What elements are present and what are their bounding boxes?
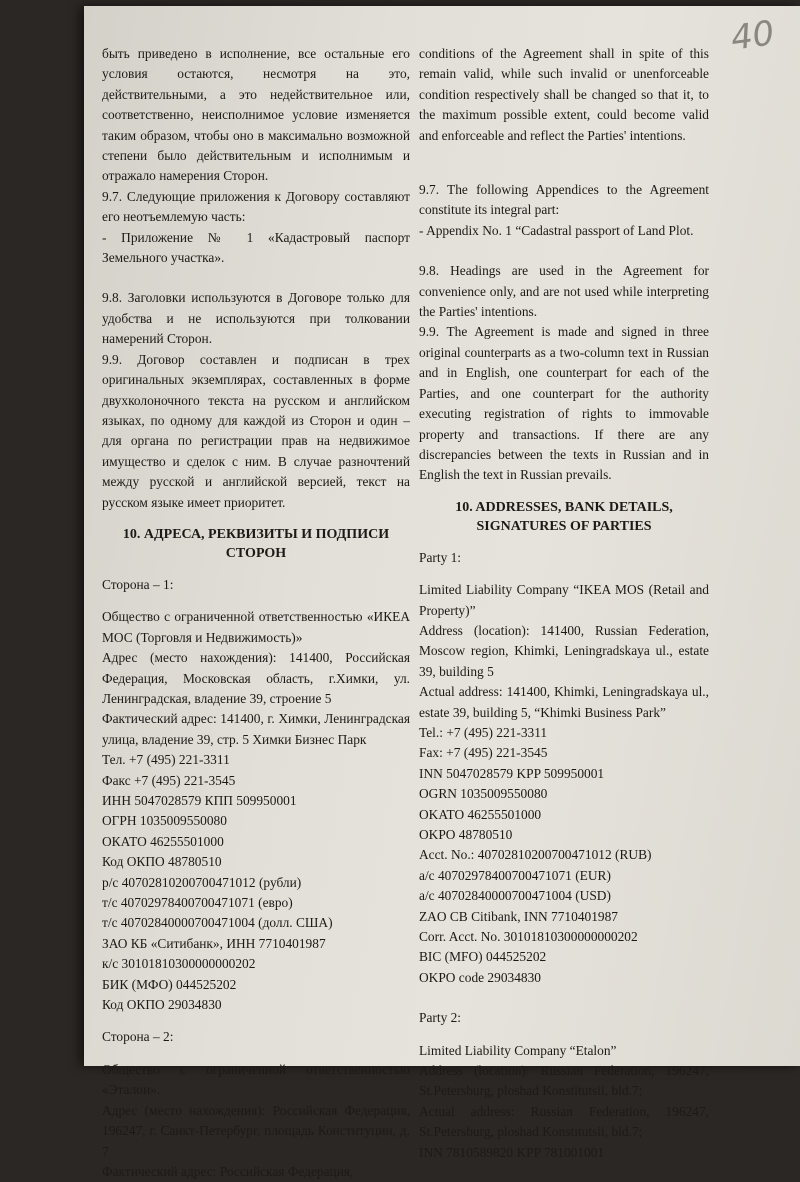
party-1-details-ru bbox=[102, 607, 410, 1015]
document-page bbox=[84, 6, 800, 1179]
party-1-line-en: a/c 40702840000700471004 (USD) bbox=[419, 888, 611, 904]
party-1-line-en: OKPO code 29034830 bbox=[419, 969, 541, 985]
party-1-line-en: INN 5047028579 KPP 509950001 bbox=[419, 765, 605, 781]
russian-column bbox=[102, 44, 410, 1182]
party-1-line-ru: ОКАТО 46255501000 bbox=[102, 833, 224, 849]
party-1-line-ru: Общество с ограниченной ответственностью «ИКЕА МОС (Торговля и Недвижимость)» bbox=[102, 609, 410, 645]
party-1-line-ru: Код ОКПО 29034830 bbox=[102, 997, 222, 1013]
party-1-line-en: Corr. Acct. No. 30101810300000000202 bbox=[419, 929, 638, 945]
party-1-line-ru: ИНН 5047028579 КПП 509950001 bbox=[102, 793, 297, 808]
party-1-label-ru: Сторона – 1: bbox=[102, 576, 174, 592]
english-column bbox=[419, 44, 709, 1163]
party-1-label-en: Party 1: bbox=[419, 549, 462, 565]
party-1-line-ru: Фактический адрес: 141400, г. Химки, Ленинградская улица, владение 39, стр. 5 Химки Бизнес Парк bbox=[102, 711, 410, 747]
party-1-line-en: BIC (MFO) 044525202 bbox=[419, 949, 547, 965]
party-1-line-ru: БИК (МФО) 044525202 bbox=[102, 976, 237, 992]
party-1-line-en: OGRN 1035009550080 bbox=[419, 786, 548, 802]
clause-9-9-ru: 9.9. Договор составлен и подписан в трех оригинальных экземплярах, составленных в форме двухколоночного текста на русском и английском языках, по одному для каждой из Сторон и один – для органа по регистрации прав на недвижимое имущество и сделок с ним. В случае разночтений между русской и английской версией, текст на русском языке имеет приоритет. bbox=[102, 351, 410, 510]
party-1-line-ru: ОГРН 1035009550080 bbox=[102, 813, 227, 829]
party-2-line-en: Address (location): Russian Federation, 196247, St.Petersburg, ploshad Konstitutsii, bld.7; bbox=[419, 1063, 709, 1099]
party-1-line-en: Fax: +7 (495) 221-3545 bbox=[419, 745, 548, 761]
clause-9-9-en: 9.9. The Agreement is made and signed in three original counterparts as a two-column text in Russian and in English, one counterpart for each of the Parties, and one counterpart for the authority executing registration of rights to immovable property and transactions. If there are any discrepancies between the texts in Russian and in English the text in Russian prevails. bbox=[419, 324, 709, 483]
party-1-line-ru: к/с 30101810300000000202 bbox=[102, 956, 256, 972]
party-1-line-en: Acct. No.: 40702810200700471012 (RUB) bbox=[419, 847, 652, 863]
section-10-heading-en: 10. ADDRESSES, BANK DETAILS, SIGNATURES OF PARTIES bbox=[455, 499, 673, 534]
party-2-line-en: Actual address: Russian Federation, 196247, St.Petersburg, ploshad Konstitutsii, bld.7; bbox=[419, 1103, 709, 1140]
party-2-label-en: Party 2: bbox=[419, 1010, 462, 1026]
clause-9-6-continued-ru: быть приведено в исполнение, все остальные его условия остаются, несмотря на это, действительными, а это недействительное или, соответственно, неисполнимое условие изменяется таким образом, чтобы оно в максимально возможной степени было действительным и исполнимым и отражало намерения Сторон. bbox=[102, 46, 410, 184]
party-2-details-en bbox=[419, 1041, 709, 1163]
party-1-line-ru: Тел. +7 (495) 221-3311 bbox=[102, 752, 230, 768]
party-2-details-ru bbox=[102, 1060, 410, 1182]
section-10-heading-ru: 10. АДРЕСА, РЕКВИЗИТЫ И ПОДПИСИ СТОРОН bbox=[122, 526, 390, 561]
party-1-line-ru: т/с 40702978400700471071 (евро) bbox=[102, 895, 293, 911]
party-1-details-en bbox=[419, 580, 709, 988]
party-1-line-en: Tel.: +7 (495) 221-3311 bbox=[419, 724, 548, 740]
party-1-line-en: Address (location): 141400, Russian Federation, Moscow region, Khimki, Leningradskaya ul., estate 39, building 5 bbox=[419, 622, 709, 679]
clause-9-7-en: 9.7. The following Appendices to the Agreement constitute its integral part: bbox=[419, 182, 709, 218]
clause-9-7-ru: 9.7. Следующие приложения к Договору составляют его неотъемлемую часть: bbox=[102, 188, 410, 225]
clause-9-6-continued-en: conditions of the Agreement shall in spite of this remain valid, while such invalid or unenforceable condition respectively shall be changed so that it, to the maximum possible extent, could become valid and enforceable and reflect the Parties' intentions. bbox=[419, 46, 709, 143]
page-number: 40 bbox=[728, 13, 777, 59]
clause-9-8-ru: 9.8. Заголовки используются в Договоре только для удобства и не используются при толковании намерений Сторон. bbox=[102, 290, 410, 347]
party-2-line-ru: Адрес (место нахождения): Российская Федерация, 196247, г. Санкт-Петербург, площадь Конституции, д. 7 bbox=[102, 1102, 410, 1159]
party-1-line-en: OKPO 48780510 bbox=[419, 827, 513, 842]
party-2-line-en: Limited Liability Company “Etalon” bbox=[419, 1042, 617, 1058]
party-1-line-ru: Адрес (место нахождения): 141400, Российская Федерация, Московская область, г.Химки, ул. Ленинградская, владение 39, строение 5 bbox=[102, 650, 410, 706]
party-1-line-ru: т/с 40702840000700471004 (долл. США) bbox=[102, 915, 333, 931]
party-1-line-en: Actual address: 141400, Khimki, Leningradskaya ul., estate 39, building 5, “Khimki Business Park” bbox=[419, 684, 709, 720]
appendix-1-ru: - Приложение № 1 «Кадастровый паспорт Земельного участка». bbox=[102, 229, 410, 266]
party-2-line-ru: Фактический адрес: Российская Федерация, bbox=[102, 1163, 354, 1179]
party-1-line-en: ZAO CB Citibank, INN 7710401987 bbox=[419, 908, 618, 924]
clause-9-8-en: 9.8. Headings are used in the Agreement for convenience only, and are not used while interpreting the Parties' intentions. bbox=[419, 263, 709, 320]
party-1-line-ru: Факс +7 (495) 221-3545 bbox=[102, 772, 236, 788]
party-1-line-en: a/c 40702978400700471071 (EUR) bbox=[419, 867, 611, 883]
appendix-1-en: - Appendix No. 1 “Cadastral passport of Land Plot. bbox=[419, 222, 694, 238]
party-2-line-ru: Общество с ограниченной ответственностью «Эталон». bbox=[102, 1061, 410, 1098]
party-2-label-ru: Сторона – 2: bbox=[102, 1029, 174, 1045]
party-1-line-en: OKATO 46255501000 bbox=[419, 806, 542, 822]
party-1-line-ru: ЗАО КБ «Ситибанк», ИНН 7710401987 bbox=[102, 935, 326, 951]
party-1-line-ru: р/с 40702810200700471012 (рубли) bbox=[102, 874, 302, 890]
party-1-line-ru: Код ОКПО 48780510 bbox=[102, 854, 222, 870]
party-2-line-en: INN 7810589820 KPP 781001001 bbox=[419, 1144, 605, 1160]
party-1-line-en: Limited Liability Company “IKEA MOS (Retail and Property)” bbox=[419, 582, 709, 618]
